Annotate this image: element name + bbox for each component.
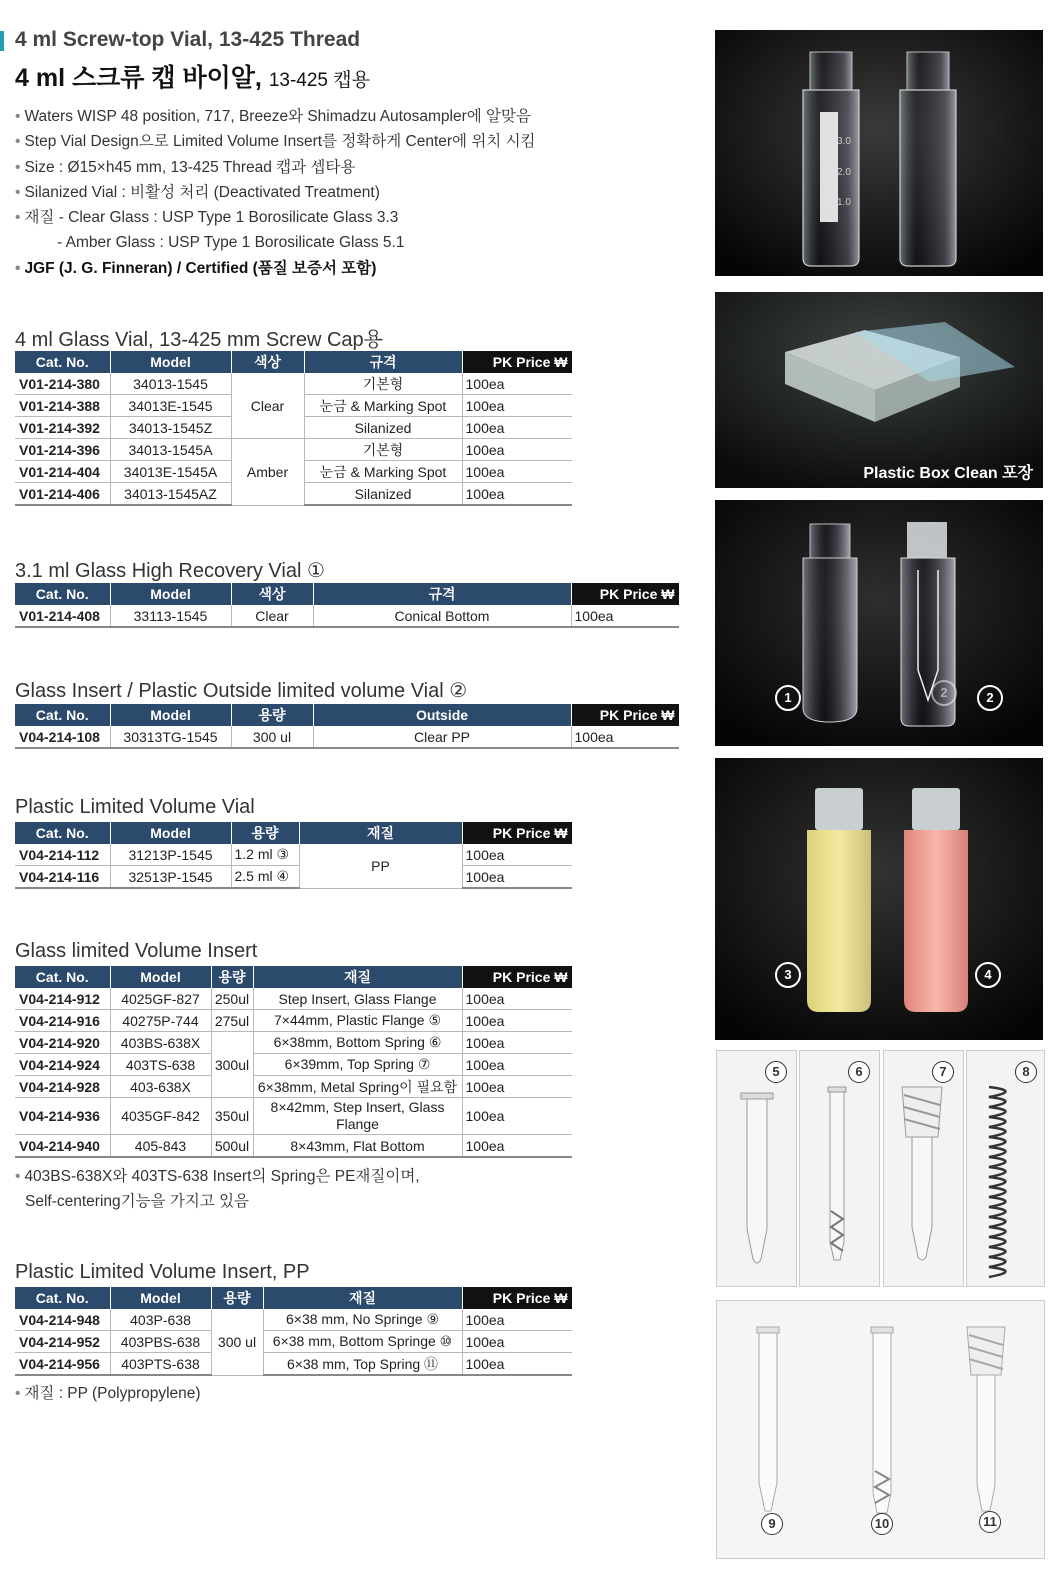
page-title-en: 4 ml Screw-top Vial, 13-425 Thread [15, 28, 361, 51]
spring-8-illustration [967, 1051, 1044, 1286]
model: 405-843 [110, 1135, 211, 1158]
model: 34013E-1545A [110, 461, 231, 483]
spec: Silanized [304, 417, 462, 439]
table-row [15, 866, 572, 889]
col-header: 용량 [231, 822, 299, 844]
pk-price: 100ea [462, 461, 572, 483]
table-row [15, 1309, 572, 1331]
panel-plastic-inserts [716, 1300, 1045, 1559]
cat-no: V01-214-380 [15, 373, 110, 395]
plastic-insert-note: • 재질 : PP (Polypropylene) [15, 1385, 201, 1402]
label-10-icon: 10 [871, 1513, 893, 1535]
spec: 기본형 [304, 439, 462, 461]
col-header: Model [110, 966, 211, 988]
cat-no: V04-214-928 [15, 1076, 110, 1098]
table-row [15, 605, 679, 627]
cat-no: V01-214-404 [15, 461, 110, 483]
material: 6×38 mm, Bottom Springe ⑩ [263, 1331, 462, 1353]
table-plastic-insert [15, 1287, 573, 1376]
col-header: PK Price ₩ [462, 1287, 572, 1309]
material: Step Insert, Glass Flange [253, 988, 462, 1010]
pk-price: 100ea [462, 1054, 572, 1076]
volume: 250ul [211, 988, 253, 1010]
panel-spring-8 [966, 1050, 1045, 1287]
cat-no: V04-214-920 [15, 1032, 110, 1054]
scale-mark: 3.0 [837, 136, 851, 147]
bullet-icon: • [15, 108, 21, 125]
col-header: Model [110, 351, 231, 373]
pk-price: 100ea [462, 988, 572, 1010]
model: 34013-1545A [110, 439, 231, 461]
label-11-icon: 11 [979, 1511, 1001, 1533]
cat-no: V04-214-936 [15, 1098, 110, 1135]
table-row [15, 1353, 572, 1376]
cat-no: V04-214-948 [15, 1309, 110, 1331]
insert-6-illustration [800, 1051, 879, 1286]
cat-no: V01-214-406 [15, 483, 110, 506]
material: 6×38mm, Bottom Spring ⑥ [253, 1032, 462, 1054]
table-row [15, 1032, 572, 1054]
photo-plastic-box [715, 292, 1043, 488]
table-header-row [15, 822, 572, 844]
insert-5-illustration [717, 1051, 796, 1286]
pk-price: 100ea [462, 395, 572, 417]
cat-no: V04-214-108 [15, 726, 110, 748]
color: Clear [231, 373, 304, 439]
col-header: PK Price ₩ [462, 822, 572, 844]
model: 34013-1545Z [110, 417, 231, 439]
glass-insert-note: • 403BS-638X와 403TS-638 Insert의 Spring은 PE재질이며, Self-centering기능을 가지고 있음 [15, 1168, 420, 1210]
label-5-icon: 5 [765, 1061, 787, 1083]
material: 6×38 mm, No Springe ⑨ [263, 1309, 462, 1331]
page-title-ko-main: 4 ml 스크류 캡 바이알, [15, 64, 262, 92]
model: 34013-1545 [110, 373, 231, 395]
cat-no: V04-214-956 [15, 1353, 110, 1376]
cat-no: V01-214-392 [15, 417, 110, 439]
model: 34013-1545AZ [110, 483, 231, 506]
volume: 500ul [211, 1135, 253, 1158]
plastic-box-illustration [715, 292, 1043, 488]
bullet-icon: • [15, 158, 21, 176]
table-row [15, 1331, 572, 1353]
model: 33113-1545 [110, 605, 231, 627]
outside: Clear PP [313, 726, 571, 748]
model: 34013E-1545 [110, 395, 231, 417]
section-title-plastic-insert: Plastic Limited Volume Insert, PP [15, 1261, 310, 1283]
bullet-icon: • [15, 259, 21, 277]
volume: 300ul [211, 1032, 253, 1098]
section-title-plastic-vial: Plastic Limited Volume Vial [15, 796, 255, 818]
volume: 300 ul [211, 1309, 263, 1375]
material: 8×43mm, Flat Bottom [253, 1135, 462, 1158]
feature-item: • Silanized Vial : 비활성 처리 (Deactivated Treatment) [15, 183, 380, 201]
col-header: 용량 [211, 966, 253, 988]
pk-price: 100ea [462, 1032, 572, 1054]
model: 4025GF-827 [110, 988, 211, 1010]
table-row [15, 439, 572, 461]
table-glass-vial [15, 351, 573, 506]
photo-plastic-vials [715, 758, 1043, 1040]
col-header: Cat. No. [15, 704, 110, 726]
cat-no: V04-214-116 [15, 866, 110, 889]
model: 403PBS-638 [110, 1331, 211, 1353]
model: 403PTS-638 [110, 1353, 211, 1376]
panel-insert-5 [716, 1050, 797, 1287]
volume: 2.5 ml ④ [231, 866, 299, 889]
table-row [15, 1135, 572, 1158]
bullet-icon: • [15, 1385, 21, 1402]
table-header-row [15, 583, 679, 605]
col-header: Model [110, 1287, 211, 1309]
volume: 350ul [211, 1098, 253, 1135]
col-header: Cat. No. [15, 583, 110, 605]
col-header: PK Price ₩ [462, 351, 572, 373]
label-9-icon: 9 [761, 1513, 783, 1535]
panel-insert-6 [799, 1050, 880, 1287]
table-row [15, 1010, 572, 1032]
label-7-icon: 7 [932, 1061, 954, 1083]
cat-no: V04-214-912 [15, 988, 110, 1010]
table-header-row [15, 1287, 572, 1309]
pk-price: 100ea [462, 417, 572, 439]
cat-no: V01-214-396 [15, 439, 110, 461]
pk-price: 100ea [462, 1076, 572, 1098]
spec: 기본형 [304, 373, 462, 395]
col-header: PK Price ₩ [571, 704, 679, 726]
material: 6×39mm, Top Spring ⑦ [253, 1054, 462, 1076]
col-header: Cat. No. [15, 351, 110, 373]
col-header: Cat. No. [15, 1287, 110, 1309]
pk-price: 100ea [462, 1331, 572, 1353]
color: Clear [231, 605, 313, 627]
plastic-vial-illustration [715, 758, 1043, 1040]
model: 403TS-638 [110, 1054, 211, 1076]
spec: 눈금 & Marking Spot [304, 461, 462, 483]
color: Amber [231, 439, 304, 506]
feature-item: • JGF (J. G. Finneran) / Certified (품질 보증서 포함) [15, 259, 377, 277]
label-4-icon: 4 [975, 962, 1001, 988]
section-title-glass-vial: 4 ml Glass Vial, 13-425 mm Screw Cap용 [15, 329, 383, 351]
model: 403-638X [110, 1076, 211, 1098]
bullet-icon: • [15, 133, 21, 151]
photo-recovery-vials [715, 500, 1043, 746]
volume: 275ul [211, 1010, 253, 1032]
cat-no: V01-214-388 [15, 395, 110, 417]
label-8-icon: 8 [1015, 1061, 1037, 1083]
material: 6×38mm, Metal Spring이 필요함 [253, 1076, 462, 1098]
model: 31213P-1545 [110, 844, 231, 866]
col-header: 용량 [231, 704, 313, 726]
label-1-icon: 1 [775, 685, 801, 711]
cat-no: V04-214-952 [15, 1331, 110, 1353]
feature-item: • Step Vial Design으로 Limited Volume Insert를 정확하게 Center에 위치 시킴 [15, 133, 536, 151]
material: 8×42mm, Step Insert, Glass Flange [253, 1098, 462, 1135]
pk-price: 100ea [571, 726, 679, 748]
bullet-icon: • [15, 183, 21, 201]
model: 4035GF-842 [110, 1098, 211, 1135]
model: 403P-638 [110, 1309, 211, 1331]
table-header-row [15, 704, 679, 726]
col-header: PK Price ₩ [571, 583, 679, 605]
col-header: 용량 [211, 1287, 263, 1309]
table-row [15, 844, 572, 866]
cat-no: V04-214-924 [15, 1054, 110, 1076]
feature-item: • Size : Ø15×h45 mm, 13-425 Thread 캡과 셉타용 [15, 158, 356, 176]
table-row [15, 1054, 572, 1076]
col-header: Model [110, 822, 231, 844]
spec: Silanized [304, 483, 462, 506]
table-header-row [15, 351, 572, 373]
table-glass-insert [15, 966, 573, 1158]
material: PP [299, 844, 462, 888]
spec: Conical Bottom [313, 605, 571, 627]
model: 403BS-638X [110, 1032, 211, 1054]
model: 30313TG-1545 [110, 726, 231, 748]
col-header: 재질 [263, 1287, 462, 1309]
col-header: Cat. No. [15, 966, 110, 988]
table-high-recovery [15, 583, 680, 628]
pk-price: 100ea [571, 605, 679, 627]
col-header: 규격 [313, 583, 571, 605]
table-row [15, 373, 572, 395]
section-title-glass-insert: Glass limited Volume Insert [15, 940, 258, 962]
label-2-icon: 2 [931, 680, 957, 706]
col-header: Outside [313, 704, 571, 726]
pk-price: 100ea [462, 1010, 572, 1032]
cat-no: V04-214-940 [15, 1135, 110, 1158]
scale-mark: 2.0 [837, 167, 851, 178]
pk-price: 100ea [462, 866, 572, 889]
vial-illustration [715, 30, 1043, 276]
material: 7×44mm, Plastic Flange ⑤ [253, 1010, 462, 1032]
volume: 300 ul [231, 726, 313, 748]
pk-price: 100ea [462, 439, 572, 461]
model: 32513P-1545 [110, 866, 231, 889]
table-row [15, 726, 679, 748]
pk-price: 100ea [462, 373, 572, 395]
pk-price: 100ea [462, 844, 572, 866]
col-header: Model [110, 583, 231, 605]
col-header: PK Price ₩ [462, 966, 572, 988]
plastic-box-caption: Plastic Box Clean 포장 [863, 465, 1033, 482]
spec: 눈금 & Marking Spot [304, 395, 462, 417]
scale-mark: 1.0 [837, 197, 851, 208]
table-row [15, 988, 572, 1010]
photo-screw-top-vials [715, 30, 1043, 276]
table-header-row [15, 966, 572, 988]
page-title-ko [15, 58, 370, 94]
pk-price: 100ea [462, 1353, 572, 1376]
cat-no: V04-214-916 [15, 1010, 110, 1032]
feature-item: - Amber Glass : USP Type 1 Borosilicate Glass 5.1 [57, 234, 405, 252]
col-header: Cat. No. [15, 822, 110, 844]
label-3-icon: 3 [775, 962, 801, 988]
volume: 1.2 ml ③ [231, 844, 299, 866]
cat-no: V04-214-112 [15, 844, 110, 866]
col-header: 재질 [299, 822, 462, 844]
feature-item: • Waters WISP 48 position, 717, Breeze와 Shimadzu Autosampler에 알맞음 [15, 108, 531, 125]
pk-price: 100ea [462, 1135, 572, 1158]
table-row [15, 1076, 572, 1098]
pk-price: 100ea [462, 1309, 572, 1331]
pk-price: 100ea [462, 1098, 572, 1135]
col-header: Model [110, 704, 231, 726]
feature-item: • 재질 - Clear Glass : USP Type 1 Borosilicate Glass 3.3 [15, 209, 399, 227]
title-accent-bar [0, 31, 4, 51]
section-title-high-recovery: 3.1 ml Glass High Recovery Vial ① [15, 560, 325, 582]
page-title-ko-sub: 13-425 캡용 [268, 70, 370, 91]
col-header: 색상 [231, 351, 304, 373]
col-header: 색상 [231, 583, 313, 605]
material: 6×38 mm, Top Spring ⑪ [263, 1353, 462, 1376]
label-6-icon: 6 [848, 1061, 870, 1083]
bullet-icon: • [15, 1168, 21, 1185]
table-plastic-vial [15, 822, 573, 889]
col-header: 재질 [253, 966, 462, 988]
model: 40275P-744 [110, 1010, 211, 1032]
insert-7-illustration [884, 1051, 963, 1286]
panel-insert-7 [883, 1050, 964, 1287]
bullet-icon: • [15, 209, 21, 227]
pk-price: 100ea [462, 483, 572, 506]
col-header: 규격 [304, 351, 462, 373]
table-glass-insert-vial [15, 704, 680, 749]
section-title-glass-insert-vial: Glass Insert / Plastic Outside limited volume Vial ② [15, 680, 468, 702]
feature-list [15, 104, 536, 281]
label-2-icon: 2 [977, 685, 1003, 711]
cat-no: V01-214-408 [15, 605, 110, 627]
table-row [15, 1098, 572, 1135]
